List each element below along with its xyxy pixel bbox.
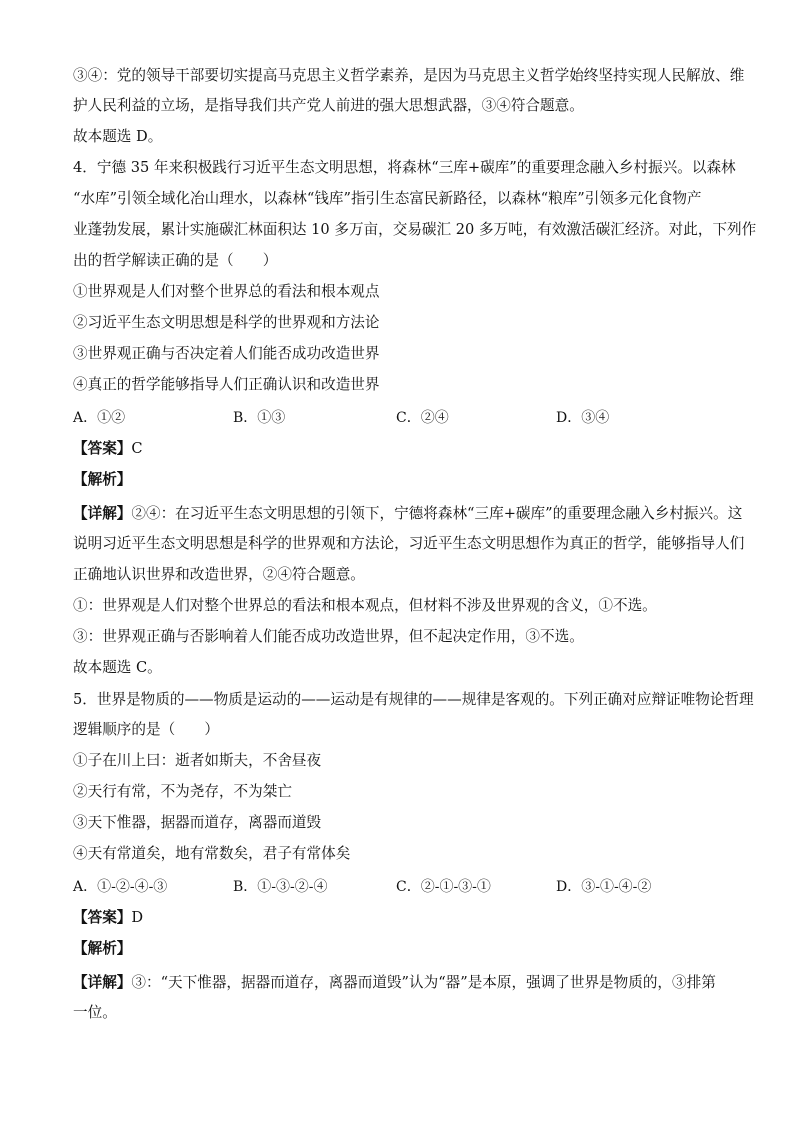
q4-option-c: C．②④ — [396, 410, 449, 426]
q5-option-a: A．①-②-④-③ — [73, 879, 168, 895]
text-line: ③④：党的领导干部要切实提高马克思主义哲学素养，是因为马克思主义哲学始终坚持实现人民解放、维 — [73, 67, 745, 84]
answer-value: C — [131, 440, 143, 457]
question-4-stem: 4．宁德 35 年来积极践行习近平生态文明思想，将森林“三库+碳库”的重要理念融入乡村振兴。以森林 — [73, 159, 736, 176]
answer-tag: 【答案】 — [73, 909, 132, 926]
q4-option-b: B．①③ — [233, 410, 286, 426]
text-line: ①：世界观是人们对整个世界总的看法和根本观点，但材料不涉及世界观的含义，①不选。 — [73, 597, 657, 614]
q4-option-d: D．③④ — [556, 410, 610, 426]
q5-answer — [73, 908, 733, 928]
text-line: 一位。 — [73, 1004, 117, 1021]
statement-1: ①子在川上曰：逝者如斯夫，不舍昼夜 — [73, 752, 322, 769]
answer-tag: 【答案】 — [73, 440, 132, 457]
statement-3: ③世界观正确与否决定着人们能否成功改造世界 — [73, 345, 380, 362]
text-line: 逻辑顺序的是（ ） — [73, 721, 219, 738]
text-line: 故本题选 C。 — [73, 659, 162, 676]
text-line: 说明习近平生态文明思想是科学的世界观和方法论，习近平生态文明思想作为真正的哲学，能够指导人们 — [73, 535, 745, 552]
text-line: 业蓬勃发展，累计实施碳汇林面积达 10 多万亩，交易碳汇 20 多万吨，有效激活碳汇经济。对此，下列作 — [73, 221, 757, 238]
statement-4: ④天有常道矣，地有常数矣，君子有常体矣 — [73, 845, 351, 862]
q4-analysis-tag: 【解析】 — [73, 471, 132, 488]
statement-3: ③天下惟器，据器而道存，离器而道毁 — [73, 814, 322, 831]
q4-detail: 【详解】②④：在习近平生态文明思想的引领下，宁德将森林“三库+碳库”的重要理念融入乡村振兴。这 — [73, 505, 743, 522]
statement-2: ②习近平生态文明思想是科学的世界观和方法论 — [73, 314, 380, 331]
q4-answer — [73, 439, 733, 459]
text-line: 护人民利益的立场，是指导我们共产党人前进的强大思想武器，③④符合题意。 — [73, 97, 584, 114]
answer-value: D — [131, 909, 144, 926]
q4-option-a: A．①② — [73, 410, 126, 426]
q5-detail: 【详解】③：“天下惟器，据器而道存，离器而道毁”认为“器”是本原，强调了世界是物质的，③排第 — [73, 974, 716, 991]
q5-option-c: C．②-①-③-① — [396, 879, 491, 895]
statement-4: ④真正的哲学能够指导人们正确认识和改造世界 — [73, 376, 380, 393]
statement-1: ①世界观是人们对整个世界总的看法和根本观点 — [73, 283, 380, 300]
q5-option-d: D．③-①-④-② — [556, 879, 652, 895]
text-line: ③：世界观正确与否影响着人们能否成功改造世界，但不起决定作用，③不选。 — [73, 628, 584, 645]
detail-tag: 【详解】 — [73, 505, 132, 522]
text-line: “水库”引领全域化冶山理水，以森林“钱库”指引生态富民新路径，以森林“粮库”引领多元化食物产 — [73, 190, 702, 207]
q5-option-b: B．①-③-②-④ — [233, 879, 328, 895]
statement-2: ②天行有常，不为尧存，不为桀亡 — [73, 783, 292, 800]
q5-analysis-tag: 【解析】 — [73, 940, 132, 957]
question-5-stem: 5．世界是物质的——物质是运动的——运动是有规律的——规律是客观的。下列正确对应辩证唯物论哲理 — [73, 691, 754, 708]
text-line: 出的哲学解读正确的是（ ） — [73, 252, 278, 269]
text-line: 故本题选 D。 — [73, 128, 163, 145]
text-line: 正确地认识世界和改造世界，②④符合题意。 — [73, 566, 365, 583]
detail-tag: 【详解】 — [73, 974, 132, 991]
